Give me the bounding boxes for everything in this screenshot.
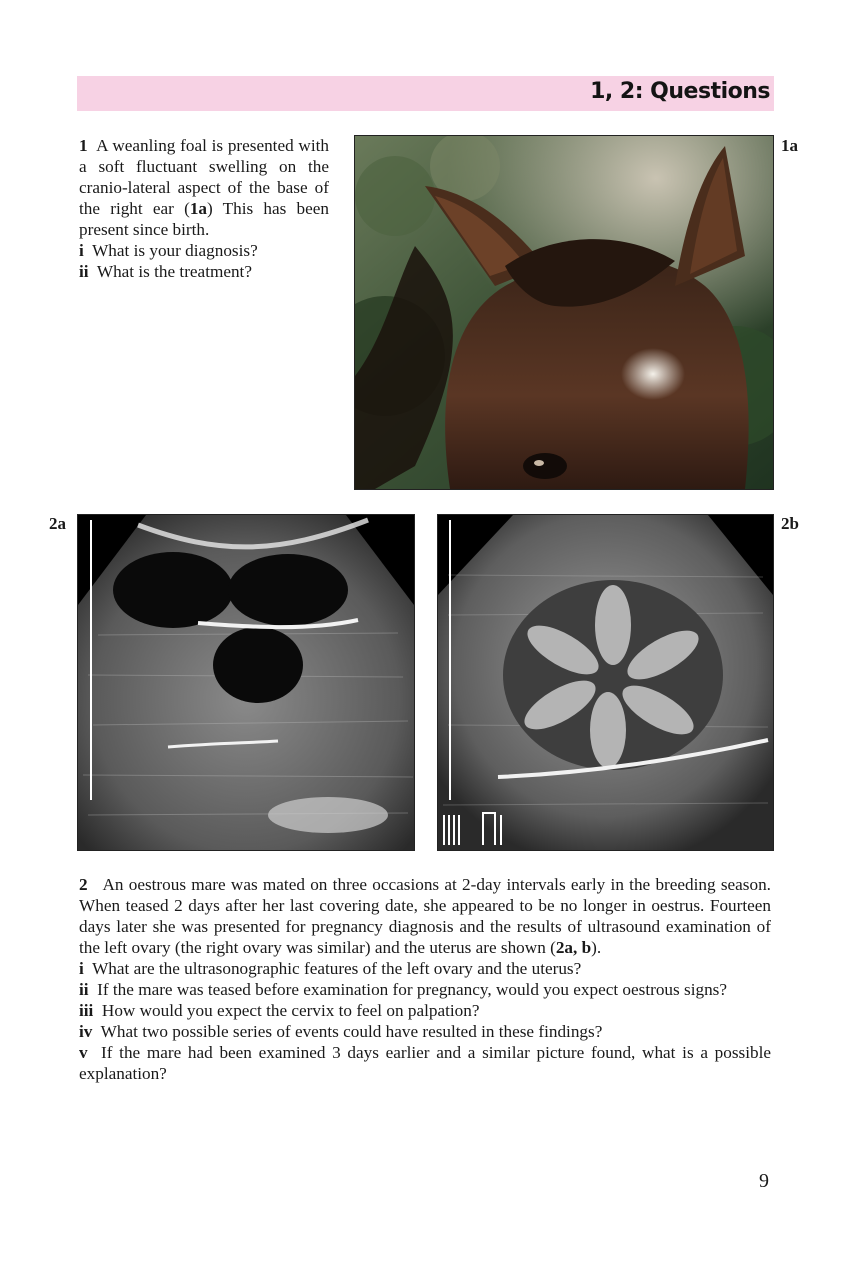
section-header (77, 76, 774, 111)
question-2 (79, 874, 771, 1084)
question-1-stem: 1 A weanling foal is presented with a soft fluctuant swelling on the cranio-lateral aspect of the base of the right ear (1a) This has been present since birth. (79, 136, 329, 239)
ovary-ultrasound-illustration (78, 515, 414, 850)
figure-label-2b: 2b (781, 514, 799, 533)
figure-label-2a: 2a (49, 514, 66, 533)
question-1 (79, 135, 329, 282)
figure-ref: 1a (189, 199, 208, 218)
question-2-item: i What are the ultrasonographic features of the left ovary and the uterus? (79, 959, 582, 978)
question-2-stem: 2 An oestrous mare was mated on three occasions at 2-day intervals early in the breeding season. When teased 2 days after her last covering date, she appeared to be no longer in oestrus. Fourteen days later she was presented for pregnancy diagnosis and the results of ultrasound examination of the left ovary (the right ovary was similar) and the uterus are shown (2a, b). (79, 875, 771, 957)
question-2-item: iii How would you expect the cervix to feel on palpation? (79, 1001, 480, 1020)
question-1-number: 1 (79, 136, 88, 155)
question-2-number: 2 (79, 875, 88, 894)
question-2-item: ii If the mare was teased before examination for pregnancy, would you expect oestrous signs? (79, 980, 727, 999)
question-2-item: v If the mare had been examined 3 days earlier and a similar picture found, what is a possible explanation? (79, 1043, 772, 1083)
uterus-ultrasound-illustration (438, 515, 773, 850)
section-title: 1, 2: Questions (590, 79, 770, 104)
question-2-item: iv What two possible series of events could have resulted in these findings? (79, 1022, 603, 1041)
uterus-ultrasound-image (437, 514, 774, 851)
page-number: 9 (759, 1170, 769, 1192)
foal-photo (354, 135, 774, 490)
question-1-item: i What is your diagnosis? (79, 241, 258, 260)
figure-label-1a: 1a (781, 136, 798, 155)
figure-ref: 2a, b (555, 938, 592, 957)
ovary-ultrasound-image (77, 514, 415, 851)
foal-photo-illustration (355, 136, 773, 489)
question-1-item: ii What is the treatment? (79, 262, 252, 281)
